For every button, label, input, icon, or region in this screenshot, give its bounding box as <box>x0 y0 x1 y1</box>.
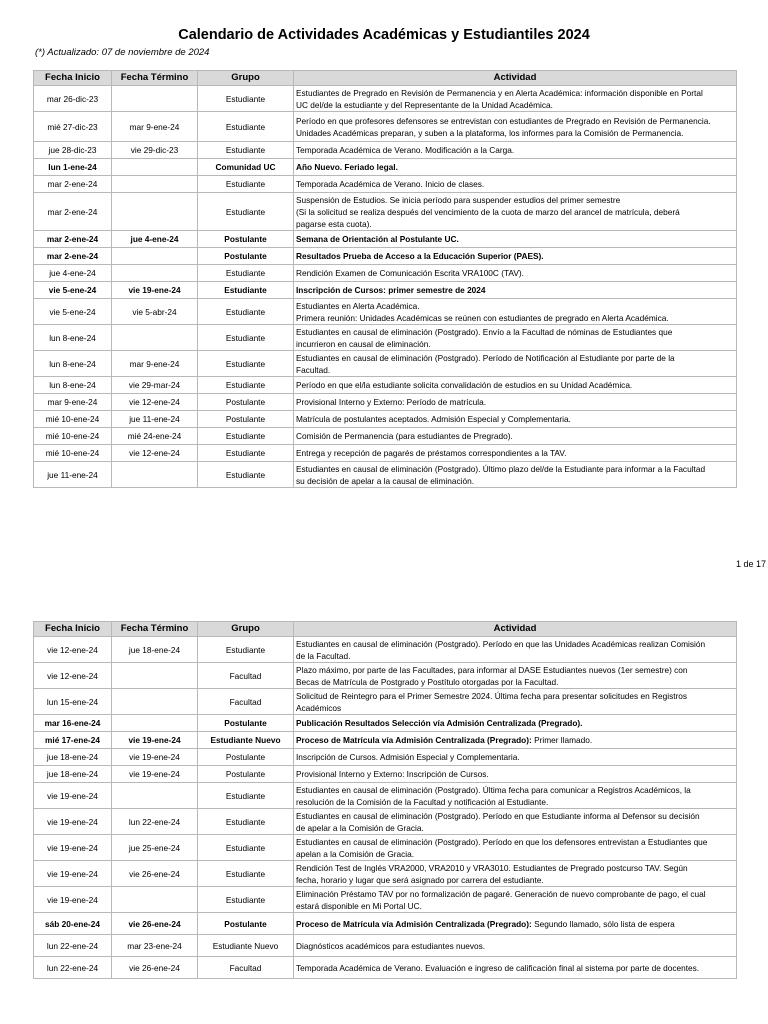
cell-start-date: mié 27-dic-23 <box>34 112 112 142</box>
table-row <box>34 715 737 732</box>
header-activity: Actividad <box>294 71 737 86</box>
activity-line: Comisión de Permanencia (para estudiantes de Pregrado). <box>296 431 513 441</box>
cell-group: Postulante <box>198 715 294 732</box>
cell-end-date: vie 29-dic-23 <box>112 142 198 159</box>
cell-end-date <box>112 193 198 231</box>
cell-end-date: vie 26-ene-24 <box>112 861 198 887</box>
cell-group: Estudiante <box>198 112 294 142</box>
cell-end-date: jue 18-ene-24 <box>112 637 198 663</box>
cell-start-date: lun 8-ene-24 <box>34 377 112 394</box>
activity-line: su decisión de apelar a la causal de eliminación. <box>296 475 475 486</box>
activity-line: Temporada Académica de Verano. Inicio de clases. <box>296 179 485 189</box>
activity-line: Publicación Resultados Selección vía Admisión Centralizada (Pregrado). <box>296 718 583 728</box>
cell-group: Estudiante <box>198 637 294 663</box>
activity-line: Rendición Examen de Comunicación Escrita VRA100C (TAV). <box>296 268 524 278</box>
cell-group: Estudiante <box>198 142 294 159</box>
cell-start-date: mié 10-ene-24 <box>34 445 112 462</box>
cell-end-date: lun 22-ene-24 <box>112 809 198 835</box>
table-row <box>34 887 737 913</box>
cell-group: Estudiante <box>198 861 294 887</box>
cell-end-date: vie 12-ene-24 <box>112 445 198 462</box>
cell-start-date: jue 11-ene-24 <box>34 462 112 488</box>
cell-activity <box>294 351 737 377</box>
cell-activity <box>294 377 737 394</box>
activity-line: Becas de Matrícula de Postgrado y Postítulo otorgadas por la Facultad. <box>296 676 559 687</box>
table-row <box>34 282 737 299</box>
cell-group: Estudiante <box>198 265 294 282</box>
cell-start-date: mar 16-ene-24 <box>34 715 112 732</box>
cell-start-date: vie 5-ene-24 <box>34 299 112 325</box>
cell-activity <box>294 394 737 411</box>
cell-end-date <box>112 887 198 913</box>
cell-end-date: vie 12-ene-24 <box>112 394 198 411</box>
activity-line: Estudiantes en Alerta Académica. <box>296 300 420 311</box>
table-row <box>34 325 737 351</box>
cell-group: Estudiante Nuevo <box>198 935 294 957</box>
cell-activity <box>294 428 737 445</box>
cell-activity <box>294 783 737 809</box>
table-row <box>34 428 737 445</box>
calendar-table-page-2 <box>33 621 737 979</box>
activity-plain-part: Primer llamado. <box>531 735 593 745</box>
table-row <box>34 265 737 282</box>
activity-line: Estudiantes de Pregrado en Revisión de Permanencia y en Alerta Académica: información disponible en Portal <box>296 87 703 98</box>
cell-end-date: mar 23-ene-24 <box>112 935 198 957</box>
cell-group: Estudiante <box>198 299 294 325</box>
table-row <box>34 663 737 689</box>
cell-end-date: vie 19-ene-24 <box>112 282 198 299</box>
cell-end-date: mar 9-ene-24 <box>112 112 198 142</box>
activity-line: estará disponible en Mi Portal UC. <box>296 900 422 911</box>
cell-start-date: sáb 20-ene-24 <box>34 913 112 935</box>
cell-group: Postulante <box>198 749 294 766</box>
cell-activity <box>294 766 737 783</box>
cell-start-date: mar 26-dic-23 <box>34 86 112 112</box>
cell-group: Facultad <box>198 663 294 689</box>
cell-end-date <box>112 248 198 265</box>
cell-end-date: vie 26-ene-24 <box>112 913 198 935</box>
activity-line: Estudiantes en causal de eliminación (Postgrado). Período en que los defensores entrevistan a Estudiantes que <box>296 836 708 847</box>
activity-line: Semana de Orientación al Postulante UC. <box>296 234 459 244</box>
table-row <box>34 394 737 411</box>
cell-start-date: jue 18-ene-24 <box>34 749 112 766</box>
cell-group: Postulante <box>198 231 294 248</box>
cell-start-date: jue 18-ene-24 <box>34 766 112 783</box>
table-row <box>34 689 737 715</box>
cell-activity <box>294 176 737 193</box>
cell-group: Estudiante <box>198 462 294 488</box>
table-row <box>34 377 737 394</box>
cell-group: Estudiante <box>198 783 294 809</box>
page-number: 1 de 17 <box>735 559 766 569</box>
table-row <box>34 351 737 377</box>
header-group: Grupo <box>198 71 294 86</box>
cell-start-date: jue 28-dic-23 <box>34 142 112 159</box>
table-row <box>34 112 737 142</box>
activity-line: Estudiantes en causal de eliminación (Postgrado). Período de Notificación al Estudiante por parte de la <box>296 352 675 363</box>
activity-line: Rendición Test de Inglés VRA2000, VRA2010 y VRA3010. Estudiantes de Pregrado postcurso TAV. Según <box>296 862 688 873</box>
activity-line: Período en que profesores defensores se entrevistan con estudiantes de Pregrado en Revisión de Permanencia. <box>296 115 711 126</box>
cell-activity <box>294 86 737 112</box>
cell-end-date: vie 19-ene-24 <box>112 749 198 766</box>
header-group: Grupo <box>198 622 294 637</box>
cell-group: Estudiante <box>198 445 294 462</box>
cell-end-date <box>112 663 198 689</box>
cell-group: Facultad <box>198 957 294 979</box>
cell-activity <box>294 112 737 142</box>
activity-line: fecha, horario y lugar que será asignado por carrera del estudiante. <box>296 874 544 885</box>
activity-line: Plazo máximo, por parte de las Facultades, para informar al DASE Estudiantes nuevos (1er semestre) con <box>296 664 688 675</box>
cell-end-date <box>112 715 198 732</box>
cell-activity <box>294 142 737 159</box>
cell-activity <box>294 193 737 231</box>
activity-line: Estudiantes en causal de eliminación (Postgrado). Período en que Estudiante informa al Defensor su decisión <box>296 810 700 821</box>
cell-activity <box>294 411 737 428</box>
header-activity: Actividad <box>294 622 737 637</box>
cell-start-date: vie 12-ene-24 <box>34 637 112 663</box>
activity-line: Resultados Prueba de Acceso a la Educación Superior (PAES). <box>296 251 544 261</box>
cell-group: Comunidad UC <box>198 159 294 176</box>
cell-activity <box>294 957 737 979</box>
activity-line: de la Facultad. <box>296 650 351 661</box>
activity-plain-part: Segundo llamado, sólo lista de espera <box>531 918 675 929</box>
table-row <box>34 411 737 428</box>
cell-group: Estudiante <box>198 887 294 913</box>
table-row <box>34 749 737 766</box>
cell-end-date <box>112 265 198 282</box>
table-row <box>34 766 737 783</box>
cell-group: Postulante <box>198 913 294 935</box>
cell-group: Postulante <box>198 394 294 411</box>
table-row <box>34 935 737 957</box>
table-row <box>34 783 737 809</box>
cell-start-date: jue 4-ene-24 <box>34 265 112 282</box>
activity-line: Estudiantes en causal de eliminación (Postgrado). Último plazo del/de la Estudiante para informar a la Facultad <box>296 463 706 474</box>
table-row <box>34 299 737 325</box>
cell-group: Postulante <box>198 248 294 265</box>
activity-line: Estudiantes en causal de eliminación (Postgrado). Última fecha para comunicar a Registros Académicos, la <box>296 784 691 795</box>
header-start-date: Fecha Inicio <box>34 622 112 637</box>
activity-line: Estudiantes en causal de eliminación (Postgrado). Período en que las Unidades Académicas realizan Comisión <box>296 638 706 649</box>
activity-line: apelan a la Comisión de Gracia. <box>296 848 415 859</box>
table-row <box>34 86 737 112</box>
cell-end-date <box>112 325 198 351</box>
table-body-page-2 <box>34 637 737 979</box>
cell-end-date <box>112 783 198 809</box>
activity-line: Inscripción de Cursos: primer semestre de 2024 <box>296 285 486 295</box>
cell-end-date <box>112 86 198 112</box>
cell-activity <box>294 732 737 749</box>
cell-group: Estudiante <box>198 325 294 351</box>
cell-end-date: vie 5-abr-24 <box>112 299 198 325</box>
activity-line: Temporada Académica de Verano. Evaluación e ingreso de calificación final al sistema por parte de docentes. <box>296 962 700 973</box>
cell-end-date <box>112 159 198 176</box>
cell-activity <box>294 299 737 325</box>
activity-line: Entrega y recepción de pagarés de préstamos correspondientes a la TAV. <box>296 448 567 458</box>
cell-group: Postulante <box>198 766 294 783</box>
table-row <box>34 957 737 979</box>
header-end-date: Fecha Término <box>112 622 198 637</box>
cell-end-date: vie 19-ene-24 <box>112 766 198 783</box>
activity-line: Primera reunión: Unidades Académicas se reúnen con estudiantes de pregrado en Alerta Académica. <box>296 312 669 323</box>
cell-activity <box>294 861 737 887</box>
table-row <box>34 159 737 176</box>
cell-end-date: mié 24-ene-24 <box>112 428 198 445</box>
cell-start-date: vie 19-ene-24 <box>34 861 112 887</box>
cell-group: Estudiante Nuevo <box>198 732 294 749</box>
cell-group: Estudiante <box>198 377 294 394</box>
update-note: (*) Actualizado: 07 de noviembre de 2024 <box>35 47 210 58</box>
activity-line: Inscripción de Cursos. Admisión Especial y Complementaria. <box>296 752 520 762</box>
activity-line: Facultad. <box>296 364 331 375</box>
cell-end-date: vie 29-mar-24 <box>112 377 198 394</box>
activity-line: Matrícula de postulantes aceptados. Admisión Especial y Complementaria. <box>296 414 571 424</box>
activity-line: Académicos <box>296 702 342 713</box>
table-row <box>34 193 737 231</box>
cell-start-date: mar 2-ene-24 <box>34 176 112 193</box>
cell-start-date: vie 5-ene-24 <box>34 282 112 299</box>
cell-group: Estudiante <box>198 86 294 112</box>
cell-activity <box>294 809 737 835</box>
activity-line: Estudiantes en causal de eliminación (Postgrado). Envío a la Facultad de nóminas de Estudiantes que <box>296 326 673 337</box>
cell-group: Postulante <box>198 411 294 428</box>
activity-bold-part: Proceso de Matrícula vía Admisión Centralizada (Pregrado): <box>296 918 532 929</box>
activity-line: Provisional Interno y Externo: Período de matrícula. <box>296 397 487 407</box>
cell-start-date: mié 17-ene-24 <box>34 732 112 749</box>
cell-group: Estudiante <box>198 176 294 193</box>
cell-start-date: lun 8-ene-24 <box>34 351 112 377</box>
cell-start-date: mié 10-ene-24 <box>34 411 112 428</box>
cell-end-date <box>112 689 198 715</box>
activity-line: Solicitud de Reintegro para el Primer Semestre 2024. Última fecha para presentar solicitudes en Registros <box>296 690 688 701</box>
activity-line: Eliminación Préstamo TAV por no formalización de pagaré. Generación de nuevo comprobante de pago, el cual <box>296 888 706 899</box>
table-row <box>34 637 737 663</box>
cell-group: Estudiante <box>198 351 294 377</box>
table-row <box>34 445 737 462</box>
cell-start-date: mar 2-ene-24 <box>34 193 112 231</box>
activity-line: resolución de la Comisión de la Facultad y notificación al Estudiante. <box>296 796 549 807</box>
cell-activity <box>294 663 737 689</box>
activity-line: UC del/de la estudiante y del Representante de la Unidad Académica. <box>296 99 553 110</box>
table-row <box>34 248 737 265</box>
cell-activity <box>294 325 737 351</box>
cell-activity <box>294 689 737 715</box>
table-row <box>34 809 737 835</box>
cell-start-date: lun 1-ene-24 <box>34 159 112 176</box>
cell-activity <box>294 248 737 265</box>
table-body-page-1 <box>34 86 737 488</box>
cell-activity <box>294 935 737 957</box>
cell-start-date: lun 22-ene-24 <box>34 957 112 979</box>
cell-activity <box>294 637 737 663</box>
table-row <box>34 142 737 159</box>
cell-activity <box>294 749 737 766</box>
cell-start-date: mié 10-ene-24 <box>34 428 112 445</box>
cell-end-date: vie 19-ene-24 <box>112 732 198 749</box>
cell-start-date: vie 19-ene-24 <box>34 783 112 809</box>
cell-activity <box>294 282 737 299</box>
activity-line: (Si la solicitud se realiza después del vencimiento de la cuota de marzo del arancel de matrícula, deberá <box>296 206 680 217</box>
page-title: Calendario de Actividades Académicas y Estudiantiles 2024 <box>178 27 590 43</box>
activity-line: pagarse esta cuota). <box>296 218 372 229</box>
cell-activity <box>294 159 737 176</box>
cell-activity <box>294 462 737 488</box>
activity-line: incurrieron en causal de eliminación. <box>296 338 431 349</box>
cell-activity <box>294 445 737 462</box>
table-row <box>34 861 737 887</box>
activity-line: Diagnósticos académicos para estudiantes nuevos. <box>296 940 486 951</box>
cell-group: Estudiante <box>198 282 294 299</box>
table-row <box>34 913 737 935</box>
header-start-date: Fecha Inicio <box>34 71 112 86</box>
cell-start-date: vie 12-ene-24 <box>34 663 112 689</box>
cell-end-date <box>112 176 198 193</box>
cell-start-date: vie 19-ene-24 <box>34 887 112 913</box>
cell-activity <box>294 265 737 282</box>
activity-line: de apelar a la Comisión de Gracia. <box>296 822 424 833</box>
cell-activity <box>294 835 737 861</box>
cell-end-date: mar 9-ene-24 <box>112 351 198 377</box>
table-row <box>34 462 737 488</box>
cell-start-date: mar 2-ene-24 <box>34 248 112 265</box>
header-end-date: Fecha Término <box>112 71 198 86</box>
activity-line: Unidades Académicas preparan, y suben a la plataforma, los informes para la Comisión de Permanencia. <box>296 127 684 138</box>
table-row <box>34 732 737 749</box>
cell-activity <box>294 913 737 935</box>
cell-end-date: jue 25-ene-24 <box>112 835 198 861</box>
cell-start-date: lun 22-ene-24 <box>34 935 112 957</box>
cell-group: Estudiante <box>198 193 294 231</box>
cell-start-date: vie 19-ene-24 <box>34 809 112 835</box>
activity-line: Período en que el/la estudiante solicita convalidación de estudios en su Unidad Académica. <box>296 380 633 390</box>
table-row <box>34 835 737 861</box>
cell-start-date: mar 9-ene-24 <box>34 394 112 411</box>
cell-start-date: mar 2-ene-24 <box>34 231 112 248</box>
cell-end-date <box>112 462 198 488</box>
cell-group: Estudiante <box>198 428 294 445</box>
table-row <box>34 176 737 193</box>
cell-activity <box>294 887 737 913</box>
cell-start-date: lun 15-ene-24 <box>34 689 112 715</box>
calendar-table-page-1 <box>33 70 737 488</box>
activity-line: Suspensión de Estudios. Se inicia período para suspender estudios del primer semestre <box>296 194 621 205</box>
cell-end-date: jue 4-ene-24 <box>112 231 198 248</box>
activity-bold-part: Proceso de Matrícula vía Admisión Centralizada (Pregrado): <box>296 735 532 745</box>
cell-activity <box>294 231 737 248</box>
cell-start-date: vie 19-ene-24 <box>34 835 112 861</box>
cell-activity <box>294 715 737 732</box>
cell-group: Facultad <box>198 689 294 715</box>
cell-end-date: vie 26-ene-24 <box>112 957 198 979</box>
cell-group: Estudiante <box>198 809 294 835</box>
cell-group: Estudiante <box>198 835 294 861</box>
activity-line: Año Nuevo. Feriado legal. <box>296 162 398 172</box>
cell-start-date: lun 8-ene-24 <box>34 325 112 351</box>
table-row <box>34 231 737 248</box>
activity-line: Provisional Interno y Externo: Inscripción de Cursos. <box>296 769 489 779</box>
activity-line: Temporada Académica de Verano. Modificación a la Carga. <box>296 145 515 155</box>
cell-end-date: jue 11-ene-24 <box>112 411 198 428</box>
